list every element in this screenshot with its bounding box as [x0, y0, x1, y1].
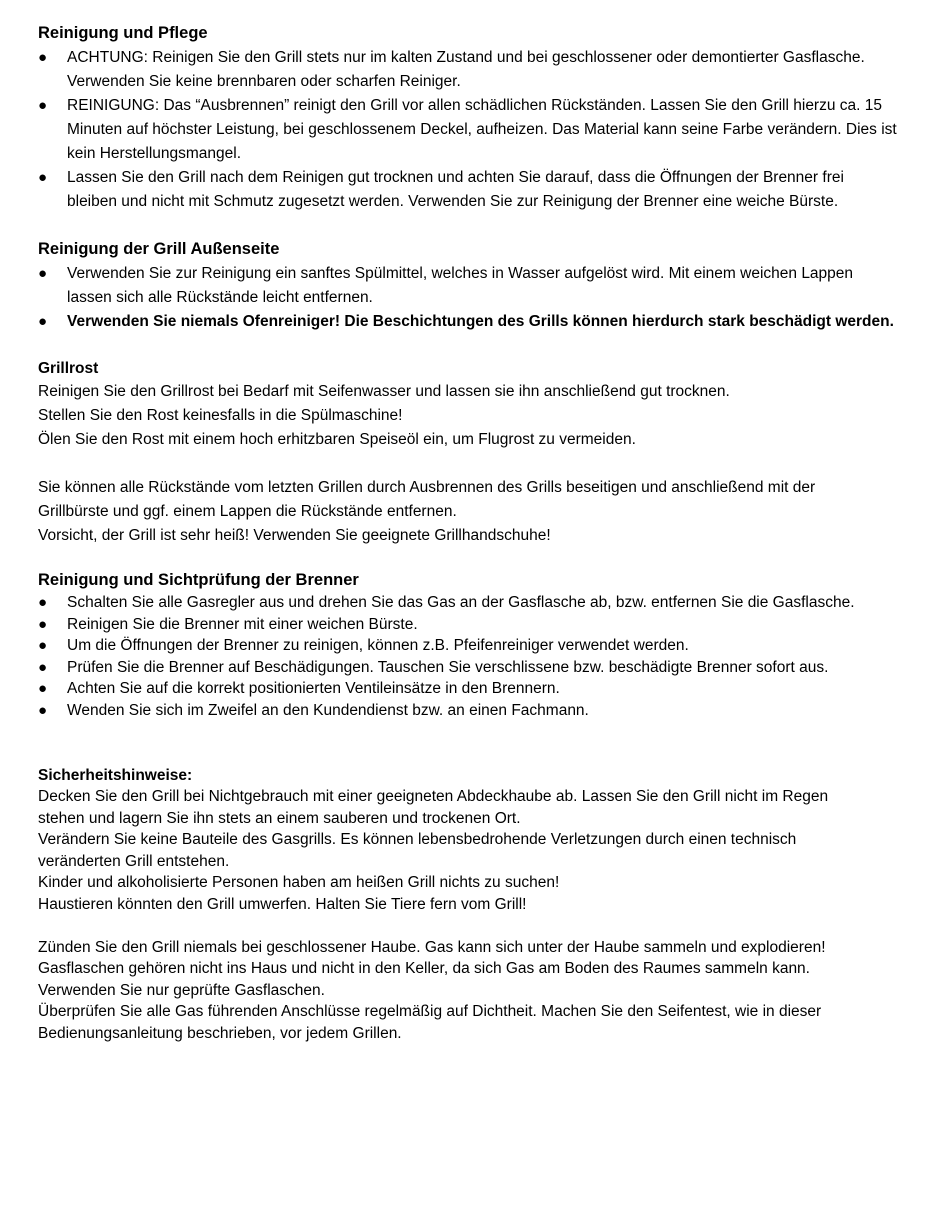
- paragraph: Decken Sie den Grill bei Nichtgebrauch mit einer geeigneten Abdeckhaube ab. Lassen Sie den Grill nicht im Regen stehen und lagern Sie ihn stets an einem sauberen und trockenen Ort.: [38, 788, 829, 827]
- heading-grillrost: Grillrost: [38, 360, 99, 377]
- paragraph: Verändern Sie keine Bauteile des Gasgrills. Es können lebensbedrohende Verletzungen durch einen technisch veränderten Grill entstehen.: [38, 831, 797, 870]
- list-item: ● Um die Öffnungen der Brenner zu reinigen, können z.B. Pfeifenreiniger verwendet werden.: [38, 635, 898, 657]
- bullet-icon: ●: [38, 313, 48, 330]
- paragraph: Gasflaschen gehören nicht ins Haus und nicht in den Keller, da sich Gas am Boden des Raumes sammeln kann.: [38, 960, 810, 977]
- bullet-icon: ●: [38, 680, 48, 697]
- list-item: ● Verwenden Sie zur Reinigung ein sanftes Spülmittel, welches in Wasser aufgelöst wird. Mit einem weichen Lappen lassen sich alle Rückstände leicht entfernen.: [38, 262, 898, 310]
- paragraph: Kinder und alkoholisierte Personen haben am heißen Grill nichts zu suchen!: [38, 874, 560, 891]
- bullet-icon: ●: [38, 616, 48, 633]
- bullet-icon: ●: [38, 594, 48, 611]
- bullet-icon: ●: [38, 659, 48, 676]
- list-item: ● Prüfen Sie die Brenner auf Beschädigungen. Tauschen Sie verschlissene bzw. beschädigte Brenner sofort aus.: [38, 657, 898, 679]
- list-item: ● REINIGUNG: Das “Ausbrennen” reinigt den Grill vor allen schädlichen Rückständen. Lassen Sie den Grill hierzu ca. 15 Minuten auf höchster Leistung, bei geschlossenem Deckel, aufheizen. Das Material kann seine Farbe verändern. Dies ist kein Herstellungsmangel.: [38, 94, 898, 166]
- bullet-icon: ●: [38, 169, 48, 186]
- list-item: ● Lassen Sie den Grill nach dem Reinigen gut trocknen und achten Sie darauf, dass die Öffnungen der Brenner frei bleiben und nicht mit Schmutz zugesetzt werden. Verwenden Sie zur Reinigung der Brenner eine weiche Bürste.: [38, 166, 898, 214]
- paragraph-line: Sie können alle Rückstände vom letzten Grillen durch Ausbrennen des Grills beseitigen und anschließend mit der: [38, 479, 816, 496]
- heading-aussenseite: Reinigung der Grill Außenseite: [38, 240, 280, 258]
- paragraph-line: Reinigen Sie den Grillrost bei Bedarf mit Seifenwasser und lassen sie ihn anschließend gut trocknen.: [38, 383, 730, 400]
- paragraph-line: Grillbürste und ggf. einem Lappen die Rückstände entfernen.: [38, 503, 457, 520]
- list-item-warning: ● Verwenden Sie niemals Ofenreiniger! Die Beschichtungen des Grills können hierdurch stark beschädigt werden.: [38, 310, 898, 334]
- heading-reinigung-pflege: Reinigung und Pflege: [38, 24, 208, 42]
- paragraph-line: Vorsicht, der Grill ist sehr heiß! Verwenden Sie geeignete Grillhandschuhe!: [38, 527, 551, 544]
- bullet-icon: ●: [38, 49, 48, 66]
- heading-sicherheitshinweise: Sicherheitshinweise:: [38, 767, 193, 784]
- list-item: ● ACHTUNG: Reinigen Sie den Grill stets nur im kalten Zustand und bei geschlossener oder demontierter Gasflasche. Verwenden Sie keine brennbaren oder scharfen Reiniger.: [38, 46, 898, 94]
- paragraph-line: Ölen Sie den Rost mit einem hoch erhitzbaren Speiseöl ein, um Flugrost zu vermeiden.: [38, 431, 636, 448]
- bullet-icon: ●: [38, 637, 48, 654]
- paragraph-line: Stellen Sie den Rost keinesfalls in die Spülmaschine!: [38, 407, 403, 424]
- list-item: ● Reinigen Sie die Brenner mit einer weichen Bürste.: [38, 614, 898, 636]
- bullet-icon: ●: [38, 265, 48, 282]
- list-item: ● Wenden Sie sich im Zweifel an den Kundendienst bzw. an einen Fachmann.: [38, 700, 898, 722]
- paragraph: Zünden Sie den Grill niemals bei geschlossener Haube. Gas kann sich unter der Haube sammeln und explodieren!: [38, 939, 826, 956]
- heading-brenner: Reinigung und Sichtprüfung der Brenner: [38, 571, 359, 589]
- list-item: ● Achten Sie auf die korrekt positionierten Ventileinsätze in den Brennern.: [38, 678, 898, 700]
- bullet-icon: ●: [38, 702, 48, 719]
- paragraph: Verwenden Sie nur geprüfte Gasflaschen.: [38, 982, 325, 999]
- list-item: ● Schalten Sie alle Gasregler aus und drehen Sie das Gas an der Gasflasche ab, bzw. entfernen Sie die Gasflasche.: [38, 592, 898, 614]
- paragraph: Haustieren könnten den Grill umwerfen. Halten Sie Tiere fern vom Grill!: [38, 896, 527, 913]
- paragraph: Überprüfen Sie alle Gas führenden Anschlüsse regelmäßig auf Dichtheit. Machen Sie den Seifentest, wie in dieser Bedienungsanleitung beschrieben, vor jedem Grillen.: [38, 1003, 822, 1042]
- bullet-icon: ●: [38, 97, 48, 114]
